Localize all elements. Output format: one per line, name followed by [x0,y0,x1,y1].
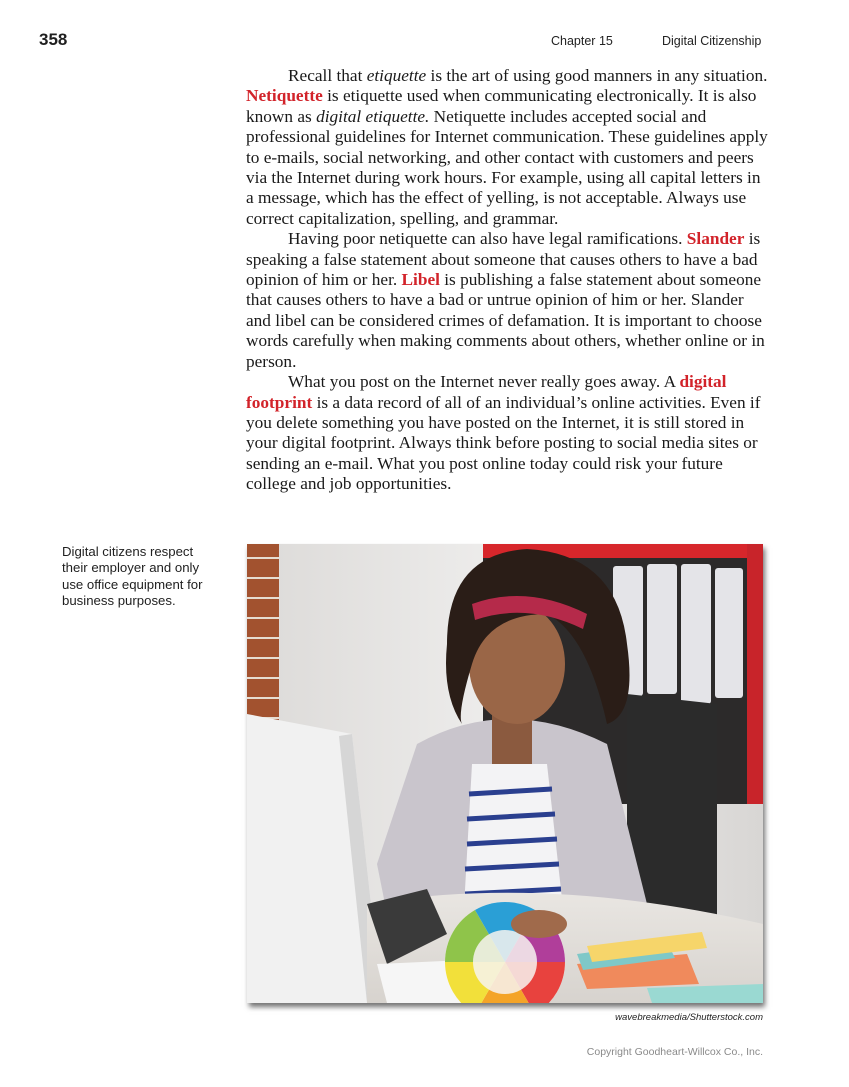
text-run: is a data record of all of an individual’s online activities. Even if you delete something you have posted on the Internet, it is still stored in your digital footprint. Always think before posting to social media sites or sending an e-mail. What you post online today could risk your future college and job opportunities. [246,392,761,494]
key-term-libel: Libel [401,270,440,290]
key-term-digital-footprint: digital footprint [246,372,727,412]
text-run: Having poor netiquette can also have legal ramifications. [288,229,687,249]
paragraph-etiquette [246,66,768,229]
paragraph-footprint [246,372,768,494]
photo-illustration [247,544,763,1003]
text-run: is speaking a false statement about someone that causes others to have a bad opinion of him or her. [246,229,761,290]
text-run: Netiquette includes accepted social and professional guidelines for Internet communication. These guidelines apply to e-mails, social networking, and other contact with customers and peers via the Internet during work hours. For example, using all capital letters in a message, which has the effect of yelling, is not acceptable. Always use correct capitalization, spelling, and grammar. [246,106,768,228]
office-photo [247,544,763,1003]
copyright-notice: Copyright Goodheart-Willcox Co., Inc. [586,1046,763,1058]
chapter-label: Chapter 15 [551,34,613,48]
page-number: 358 [39,30,68,49]
text-run: is the art of using good manners in any situation. [426,66,768,85]
text-run: is etiquette used when communicating electronically. It is also known as [246,86,757,126]
text-run: What you post on the Internet never really goes away. A [288,372,680,392]
paragraph-legal [246,229,768,372]
key-term-slander: Slander [686,229,745,249]
italic-term: etiquette [366,66,427,85]
text-run: Recall that [288,66,367,85]
key-term-netiquette: Netiquette [246,86,323,106]
photo-credit: wavebreakmedia/Shutterstock.com [615,1012,763,1023]
text-run: is publishing a false statement about someone that causes others to have a bad or untrue opinion of him or her. Slander and libel can be considered crimes of defamation. It is important to choose words carefully when making comments about others, whether online or in person. [246,270,765,371]
figure-caption: Digital citizens respect their employer and only use office equipment for business purposes. [62,544,203,608]
body-text [246,66,768,495]
chapter-title: Digital Citizenship [662,34,762,48]
italic-term: digital etiquette. [316,106,430,126]
